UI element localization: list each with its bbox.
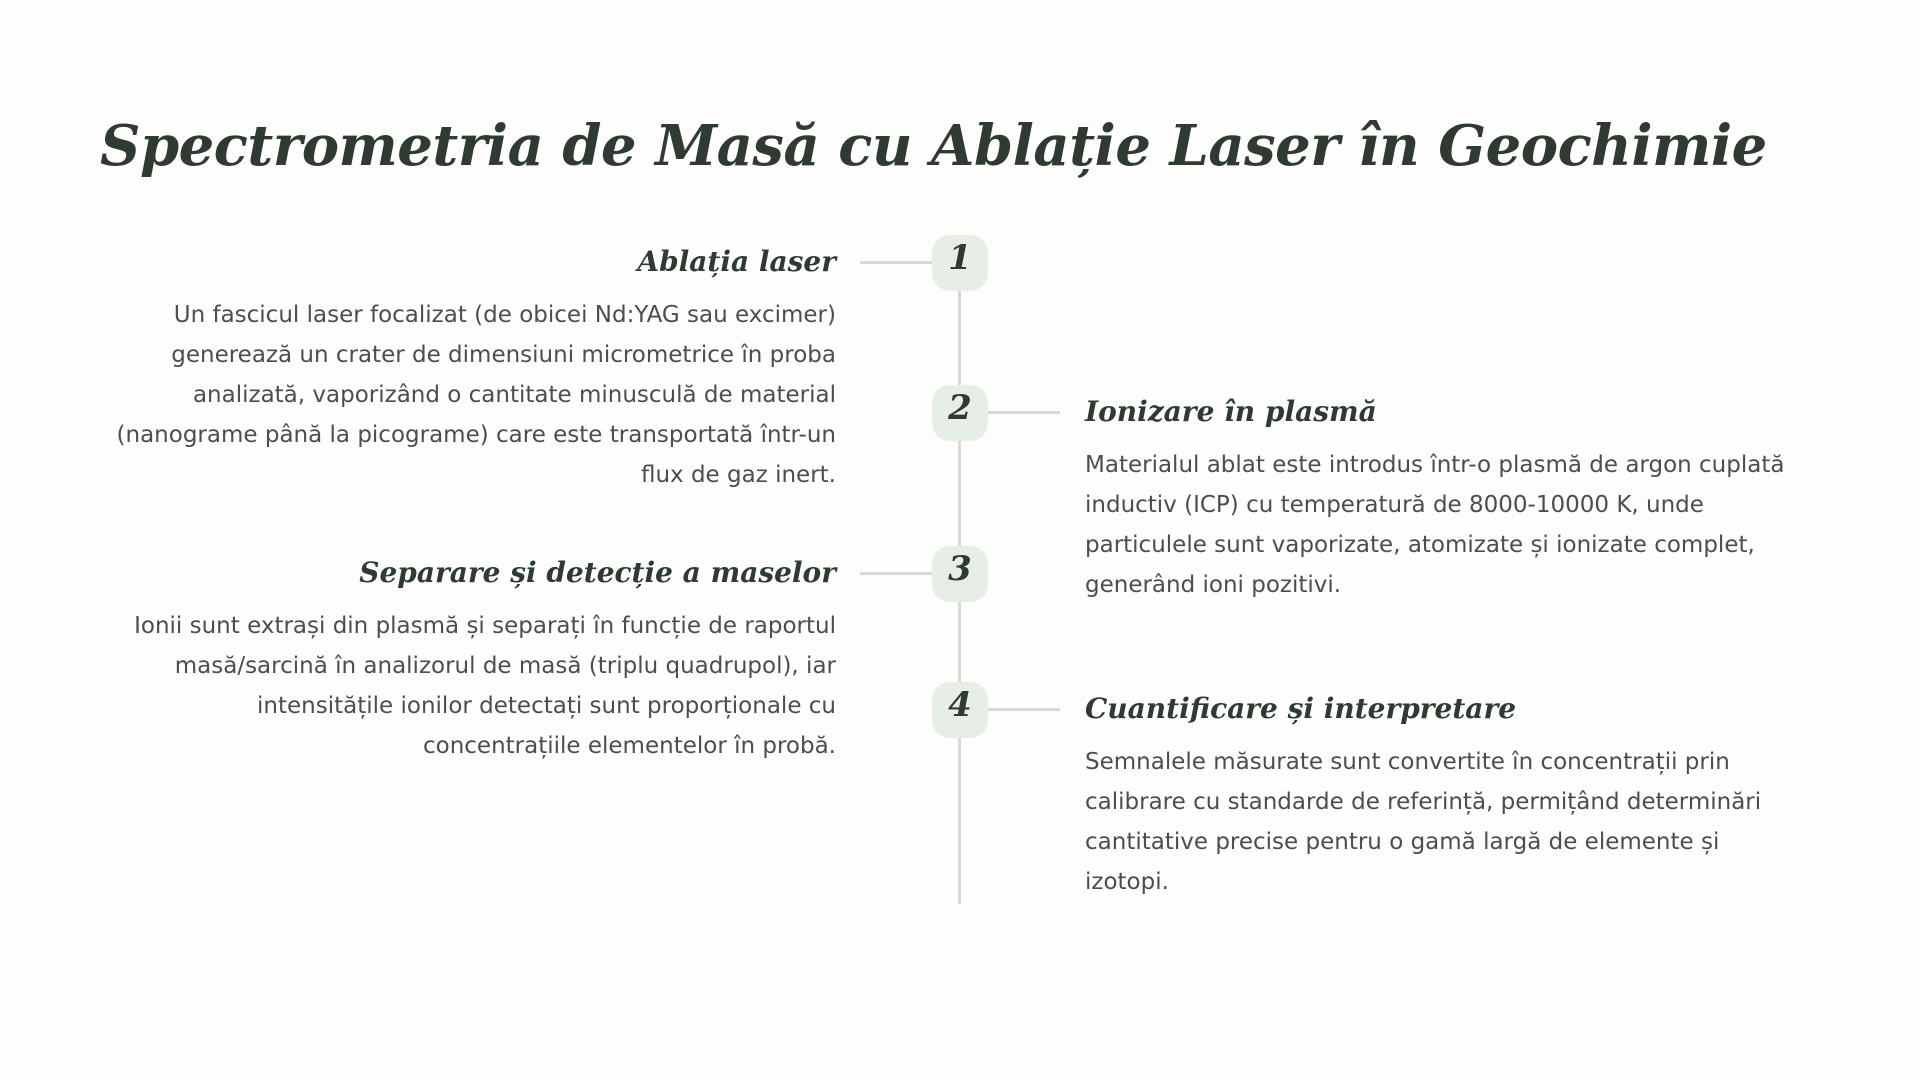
step-title-4: Cuantificare și interpretare <box>1085 692 1517 725</box>
page-title: Spectrometria de Masă cu Ablație Laser în Geochimie <box>100 113 1767 179</box>
connector-step-1 <box>860 261 932 264</box>
step-title-2: Ionizare în plasmă <box>1085 395 1377 428</box>
step-number-marker-1 <box>932 235 988 291</box>
step-title-3: Separare și detecție a maselor <box>359 556 836 589</box>
step-text-1: Un fascicul laser focalizat (de obicei Nd:YAG sau excimer) generează un crater de dimensiuni micrometrice în proba analizată, vaporizând o cantitate minusculă de material (nanograme până la picograme) care este transportată într-un flux de gaz inert. <box>116 302 836 488</box>
step-3 <box>96 554 836 766</box>
step-number-marker-3 <box>932 546 988 602</box>
step-number-2: 2 <box>948 388 972 428</box>
step-number-marker-4 <box>932 682 988 738</box>
step-number-3: 3 <box>948 549 972 589</box>
connector-step-2 <box>988 411 1060 414</box>
step-1 <box>96 243 836 495</box>
step-text-2: Materialul ablat este introdus într-o plasmă de argon cuplată inductiv (ICP) cu temperatură de 8000-10000 K, unde particulele sunt vaporizate, atomizate și ionizate complet, generând ioni pozitivi. <box>1085 452 1785 598</box>
step-number-4: 4 <box>948 685 972 725</box>
connector-step-4 <box>988 708 1060 711</box>
step-text-4: Semnalele măsurate sunt convertite în concentrații prin calibrare cu standarde de referință, permițând determinări cantitative precise pentru o gamă largă de elemente și izotopi. <box>1085 749 1762 895</box>
connector-step-3 <box>860 572 932 575</box>
step-number-marker-2 <box>932 385 988 441</box>
step-4 <box>1085 690 1825 902</box>
step-text-3: Ionii sunt extrași din plasmă și separați în funcție de raportul masă/sarcină în analizorul de masă (triplu quadrupol), iar intensitățile ionilor detectați sunt proporționale cu concentrațiile elementelor în probă. <box>134 613 836 759</box>
step-2 <box>1085 393 1825 605</box>
step-title-1: Ablația laser <box>637 245 836 278</box>
step-number-1: 1 <box>948 238 972 278</box>
